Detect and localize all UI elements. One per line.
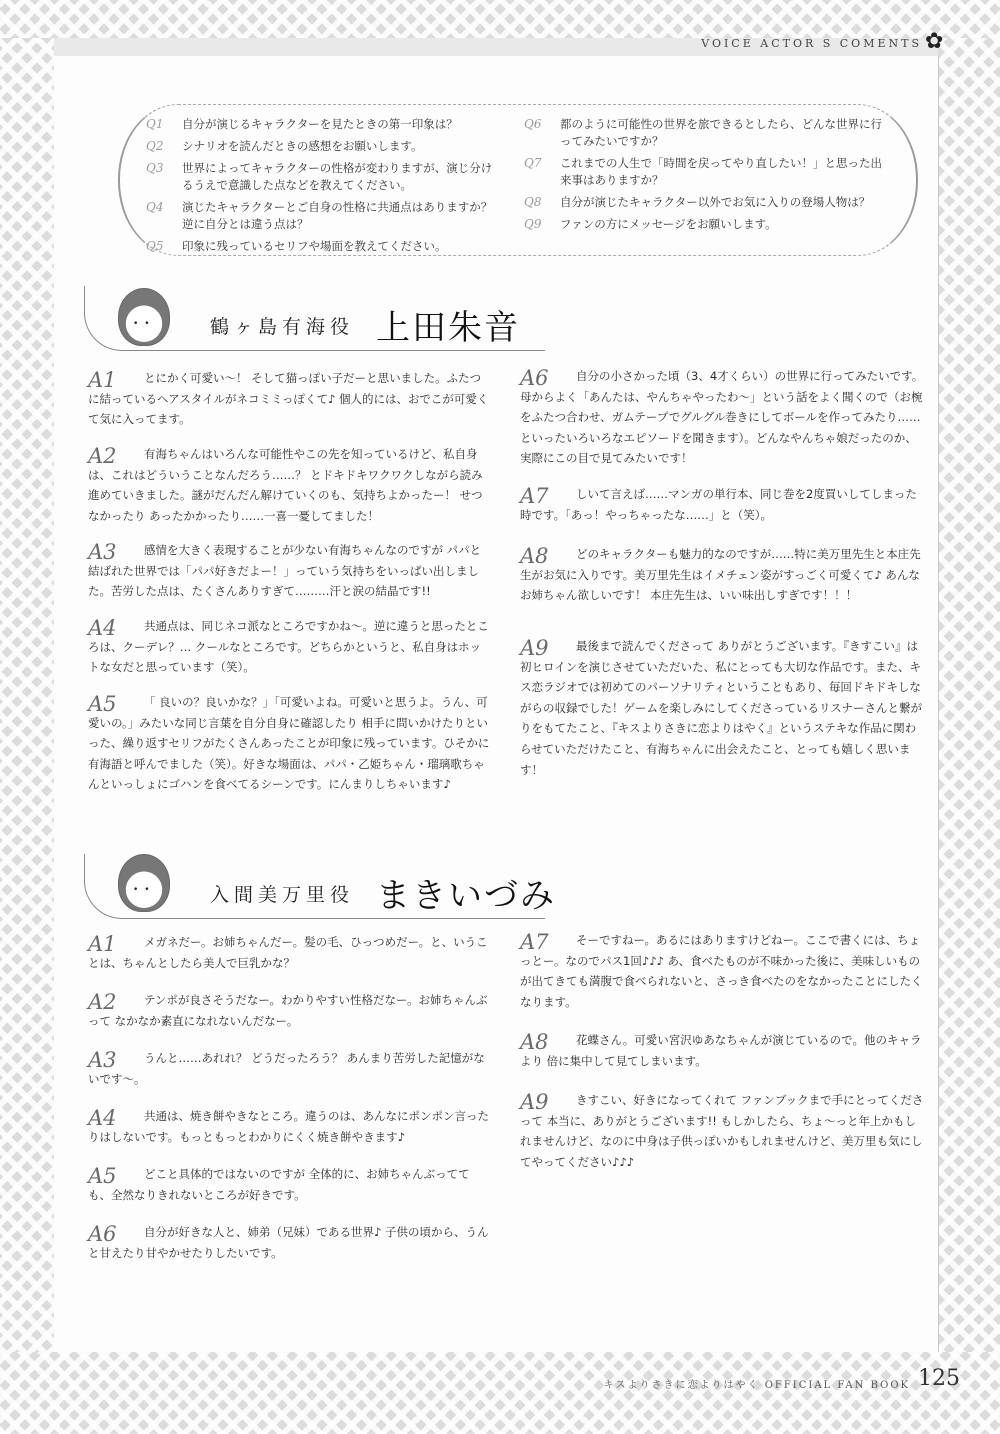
answer-label: A7 — [520, 484, 549, 508]
answer-block — [88, 540, 492, 602]
answer-text: どこと具体的ではないのですが 全体的に、お姉ちゃんぶってても、全然なりきれないところが好きです。 — [88, 1167, 470, 1202]
question-text: 印象に残っているセリフや場面を教えてください。 — [182, 239, 447, 253]
answer-text: 自分が好きな人と、姉弟（兄妹）である世界♪ 子供の頃から、うんと甘えたり甘やかせたりしたいです。 — [88, 1225, 489, 1260]
answer-label: A6 — [520, 366, 549, 390]
answer-text: しいて言えば……マンガの単行本、同じ巻を2度買いしてしまった時です。「あっ！やっちゃったな……」と（笑）。 — [520, 487, 917, 522]
answer-block — [520, 484, 924, 525]
answer-label: A1 — [88, 368, 117, 392]
question-text: 自分が演じたキャラクター以外でお気に入りの登場人物は？ — [560, 195, 871, 209]
question-number: Q5 — [146, 239, 164, 253]
answer-label: A8 — [520, 1030, 549, 1054]
character-avatar-icon: •• — [118, 854, 170, 912]
answer-text: 共通は、焼き餅やきなところ。違うのは、あんなにポンポン言ったりはしないです。もっともっとわかりにくく焼き餅やきます♪ — [88, 1109, 489, 1144]
answer-block — [88, 990, 492, 1031]
question-item — [524, 155, 884, 189]
answer-label: A7 — [520, 930, 549, 954]
character-role: 入間美万里役 — [210, 884, 355, 906]
question-number: Q3 — [146, 161, 164, 175]
answer-text: そーですねー。あるにはありますけどねー。ここで書くには、ちょっとー。なのでパス1回♪♪♪ あ、食べたものが不味かった後に、美味しいものが出てきても満腹で食べられないと、さっき食べたのをなかったことにしたくなります。 — [520, 933, 923, 1009]
answer-text: 有海ちゃんはいろんな可能性やこの先を知っているけど、私自身は、これはどういうことなんだろう……？ とドキドキワクワクしながら読み進めていきました。謎がだんだん解けていくのも、気持ちよかったー！ せつなかったり あったかかったり……一喜一憂してました！ — [88, 447, 483, 523]
answer-text: うんと……あれれ？ どうだったろう？ あんまり苦労した記憶がないです～。 — [88, 1051, 485, 1086]
answer-label: A2 — [88, 990, 117, 1014]
answer-label: A9 — [520, 1090, 549, 1114]
page-number: 125 — [918, 1366, 960, 1391]
answer-text: とにかく可愛い～！ そして猫っぽい子だーと思いました。ふたつに結っているヘアスタイルがネコミミっぽくて♪ 個人的には、おでこが可愛くて気に入ってます。 — [88, 371, 489, 427]
question-item — [146, 238, 502, 255]
answer-block — [520, 544, 924, 606]
question-text: ファンの方にメッセージをお願いします。 — [560, 217, 777, 231]
answer-block — [88, 368, 492, 430]
question-number: Q6 — [524, 117, 542, 131]
question-item — [146, 116, 502, 133]
question-text: 自分が演じるキャラクターを見たときの第一印象は？ — [182, 117, 458, 131]
answer-text: きすこい、好きになってくれて ファンブックまで手にとってくださって 本当に、ありがとうございます!! もしかしたら、ちょ～っと年上かもしれませんけど、なのに中身は子供っぽいかもしれませんけど、美万里も気にしてやってください♪♪♪ — [520, 1093, 924, 1169]
question-number: Q1 — [146, 117, 164, 131]
answer-text: 感情を大きく表現することが少ない有海ちゃんなのですが パパと結ばれた世界では「パパ好きだよー！」っていう気持ちをいっぱい出しました。苦労した点は、たくさんありすぎて………汗と涙の結晶です!! — [88, 543, 482, 599]
question-item — [146, 138, 502, 155]
question-text: 世界によってキャラクターの性格が変わりますが、演じ分けるうえで意識した点などを教えてください。 — [182, 161, 493, 192]
decorative-border-top — [0, 0, 1000, 38]
question-item — [146, 160, 502, 194]
character-avatar-icon: •• — [118, 288, 170, 346]
answer-label: A8 — [520, 544, 549, 568]
answer-text: 最後まで読んでくださって ありがとうございます。『きすこい』は初ヒロインを演じさせていただいた、私にとっても大切な作品です。また、キス恋ラジオでは初めてのパーソナリティということもあり、毎回ドキドキしながらの収録でした！ゲームを楽しみにしてくださっているリスナーさんと繋がりをもてたこと、『キスよりさきに恋よりはやく』というステキな作品に関わらせていただけたこと、有海ちゃんに出会えたこと、とっても嬉しく思います！ — [520, 639, 923, 777]
answer-block — [88, 932, 492, 973]
answer-label: A4 — [88, 1106, 117, 1130]
voice-actor-name: 上田朱音 — [376, 308, 520, 348]
answer-block — [520, 366, 924, 469]
answer-text: 共通点は、同じネコ派なところですかね～。逆に違うと思ったところは、クーデレ？… クールなところです。どちらかというと、私自身はホットな女だと思っています（笑）。 — [88, 619, 489, 675]
question-item — [524, 194, 884, 211]
answer-label: A9 — [520, 636, 549, 660]
answer-block — [520, 1030, 924, 1071]
answer-label: A5 — [88, 692, 117, 716]
answer-text: どのキャラクターも魅力的なのですが……特に美万里先生と本庄先生がお気に入りです。美万里先生はイメチェン姿がすっごく可愛くて♪ あんなお姉ちゃん欲しいです！ 本庄先生は、いい味出しすぎです！！！ — [520, 547, 921, 603]
answer-label: A3 — [88, 540, 117, 564]
question-text: これまでの人生で「時間を戻ってやり直したい！」と思った出来事はありますか？ — [560, 156, 882, 187]
decorative-border-left — [0, 38, 54, 1352]
answer-block — [520, 636, 924, 780]
answer-label: A3 — [88, 1048, 117, 1072]
answer-block — [88, 692, 492, 795]
question-item — [524, 116, 884, 150]
answer-block — [88, 1048, 492, 1089]
question-number: Q8 — [524, 195, 542, 209]
answer-text: 花蝶さん。可愛い宮沢ゆあなちゃんが演じているので。他のキャラより 倍に集中して見てしまいます。 — [520, 1033, 922, 1068]
question-number: Q2 — [146, 139, 164, 153]
answer-label: A5 — [88, 1164, 117, 1188]
answer-block — [88, 1106, 492, 1147]
question-text: 演じたキャラクターとご自身の性格に共通点はありますか？ 逆に自分とは違う点は？ — [182, 200, 493, 231]
answer-text: 「 良いの？良いかな？」「可愛いよね。可愛いと思うよ。うん、可愛いの。」みたいな同じ言葉を自分自身に確認したり 相手に問いかけたりといった、繰り返すセリフがたくさんあったことが印象に残っています。ひそかに有海語と呼んでました（笑）。好きな場面は、パパ・乙姫ちゃん・瑠璃歌ちゃんといっしょにゴハンを食べてるシーンです。にんまりしちゃいます♪ — [88, 695, 490, 792]
question-number: Q4 — [146, 200, 164, 214]
question-item — [146, 199, 502, 233]
decorative-border-right — [938, 38, 1000, 1352]
questions-left-column — [146, 116, 502, 260]
answer-block — [520, 1090, 924, 1172]
answer-block — [520, 930, 924, 1012]
answer-text: メガネだー。お姉ちゃんだー。髪の毛、ひっつめだー。と、いうことは、ちゃんとしたら美人で巨乳かな？ — [88, 935, 488, 970]
answer-text: テンポが良さそうだなー。わかりやすい性格だなー。お姉ちゃんぶって なかなか素直になれないんだなー。 — [88, 993, 488, 1028]
answer-label: A6 — [88, 1222, 117, 1246]
page-header-title: VOICE ACTOR S COMENTS — [701, 37, 922, 50]
answer-label: A2 — [88, 444, 117, 468]
question-number: Q7 — [524, 156, 542, 170]
voice-actor-name: まきいづみ — [376, 876, 556, 916]
question-item — [524, 216, 884, 233]
decorative-border-bottom — [0, 1352, 1000, 1434]
flower-icon: ✿ — [925, 29, 944, 54]
questions-right-column — [524, 116, 884, 238]
answer-label: A1 — [88, 932, 117, 956]
book-title-footer: キスよりさきに恋よりはやく OFFICIAL FAN BOOK — [603, 1380, 910, 1391]
answer-label: A4 — [88, 616, 117, 640]
question-text: 都のように可能性の世界を旅できるとしたら、どんな世界に行ってみたいですか？ — [560, 117, 882, 148]
question-number: Q9 — [524, 217, 542, 231]
answer-block — [88, 616, 492, 678]
answer-block — [88, 1164, 492, 1205]
answer-block — [88, 1222, 492, 1263]
character-role: 鶴ヶ島有海役 — [210, 316, 355, 338]
question-text: シナリオを読んだときの感想をお願いします。 — [182, 139, 423, 153]
answer-text: 自分の小さかった頃（3、4才くらい）の世界に行ってみたいです。母からよく「あんたは、やんちゃやったわ～」という話をよく聞くので（お椀をふたつ合わせ、ガムテープでグルグル巻きにしてボールを作ってみたり……といったいろいろなエピソードを聞きます）。どんなやんちゃ娘だったのか、実際にこの目で見てみたいです！ — [520, 369, 924, 466]
answer-block — [88, 444, 492, 526]
